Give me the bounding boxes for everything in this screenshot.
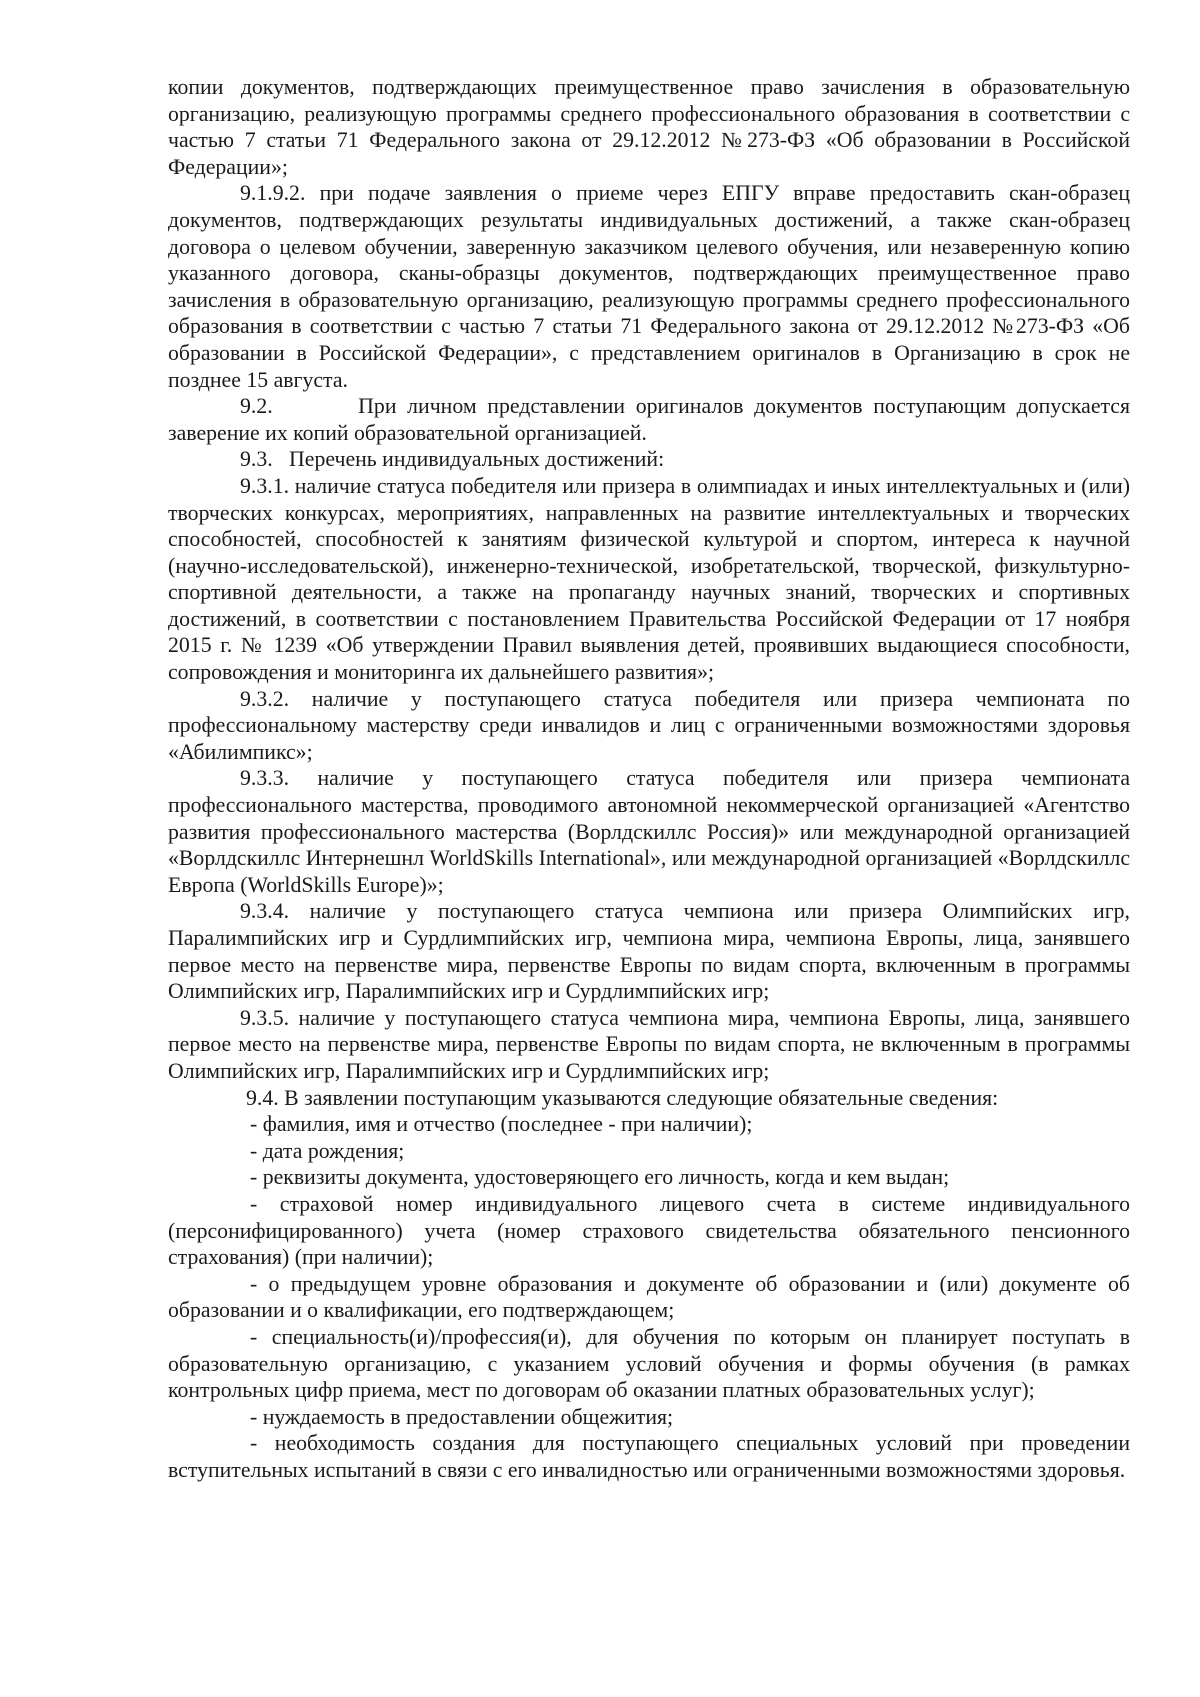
- paragraph-9-2: 9.2. При личном представлении оригиналов документов поступающим допускается заверение их копий образовательной организацией.: [168, 394, 1136, 445]
- list-item-previous-education: - о предыдущем уровне образования и документе об образовании и (или) документе об образовании и о квалификации, его подтверждающем;: [168, 1271, 1130, 1323]
- paragraph-9-3-1: 9.3.1. наличие статуса победителя или призера в олимпиадах и иных интеллектуальных и (или) творческих конкурсах, мероприятиях, направленных на развитие интеллектуальных и творческих способностей, способностей к занятиям физической культурой и спортом, интереса к научной (научно-исследовательской), инженерно-технической, изобретательской, творческой, физкультурно-спортивной деятельности, а также на пропаганду научных знаний, творческих и спортивных достижений, в соответствии с постановлением Правительства Российской Федерации от 17 ноября 2015 г. № 1239 «Об утверждении Правил выявления детей, проявивших выдающиеся способности, сопровождения и мониторинга их дальнейшего развития»;: [168, 473, 1130, 685]
- paragraph-9-3-4: 9.3.4. наличие у поступающего статуса чемпиона или призера Олимпийских игр, Паралимпийских игр и Сурдлимпийских игр, чемпиона мира, чемпиона Европы, лица, занявшего первое место на первенстве мира, первенстве Европы по видам спорта, включенным в программы Олимпийских игр, Паралимпийских игр и Сурдлимпийских игр;: [168, 899, 1130, 1004]
- paragraph-9-3-3: 9.3.3. наличие у поступающего статуса победителя или призера чемпионата профессионального мастерства, проводимого автономной некоммерческой организацией «Агентство развития профессионального мастерства (Ворлдскиллс Россия)» или международной организацией «Ворлдскиллс Интернешнл WorldSkills International», или международной организацией «Ворлдскиллс Европа (WorldSkills Europe)»;: [168, 766, 1130, 897]
- paragraph-9-1-9-2: 9.1.9.2. при подаче заявления о приеме через ЕПГУ вправе предоставить скан-образец документов, подтверждающих результаты индивидуальных достижений, а также скан-образец договора о целевом обучении, заверенную заказчиком целевого обучения, или незаверенную копию указанного договора, сканы-образцы документов, подтверждающих преимущественное право зачисления в образовательную организацию, реализующую программы среднего профессионального образования в соответствии с частью 7 статьи 71 Федерального закона от 29.12.2012 №273-ФЗ «Об образовании в Российской Федерации», с представлением оригиналов в Организацию в срок не позднее 15 августа.: [168, 181, 1130, 392]
- list-item-identity-document: - реквизиты документа, удостоверяющего его личность, когда и кем выдан;: [250, 1165, 950, 1190]
- list-item-full-name: - фамилия, имя и отчество (последнее - при наличии);: [250, 1112, 753, 1137]
- paragraph-9-4: 9.4. В заявлении поступающим указываются следующие обязательные сведения:: [246, 1085, 999, 1110]
- paragraph-9-3-2: 9.3.2. наличие у поступающего статуса победителя или призера чемпионата по профессиональному мастерству среди инвалидов и лиц с ограниченными возможностями здоровья «Абилимпикс»;: [168, 686, 1130, 764]
- paragraph-9-3-5: 9.3.5. наличие у поступающего статуса чемпиона мира, чемпиона Европы, лица, занявшего первое место на первенстве мира, первенстве Европы по видам спорта, не включенным в программы Олимпийских игр, Паралимпийских игр и Сурдлимпийских игр;: [168, 1005, 1130, 1083]
- list-item-birth-date: - дата рождения;: [250, 1138, 405, 1163]
- paragraph-copies-documents: копии документов, подтверждающих преимущественное право зачисления в образовательную организацию, реализующую программы среднего профессионального образования в соответствии с частью 7 статьи 71 Федерального закона от 29.12.2012 №273-ФЗ «Об образовании в Российской Федерации»;: [168, 75, 1130, 179]
- document-page: [168, 74, 1136, 1483]
- paragraph-9-3: 9.3. Перечень индивидуальных достижений:: [240, 447, 665, 472]
- list-item-dormitory: - нуждаемость в предоставлении общежития;: [250, 1404, 674, 1429]
- list-item-special-conditions: - необходимость создания для поступающего специальных условий при проведении вступительных испытаний в связи с его инвалидностью или ограниченными возможностями здоровья.: [168, 1431, 1130, 1482]
- list-item-insurance-number: - страховой номер индивидуального лицевого счета в системе индивидуального (персонифицированного) учета (номер страхового свидетельства обязательного пенсионного страхования) (при наличии);: [168, 1191, 1130, 1270]
- list-item-specialty: - специальность(и)/профессия(и), для обучения по которым он планирует поступать в образовательную организацию, с указанием условий обучения и формы обучения (в рамках контрольных цифр приема, мест по договорам об оказании платных образовательных услуг);: [168, 1324, 1130, 1403]
